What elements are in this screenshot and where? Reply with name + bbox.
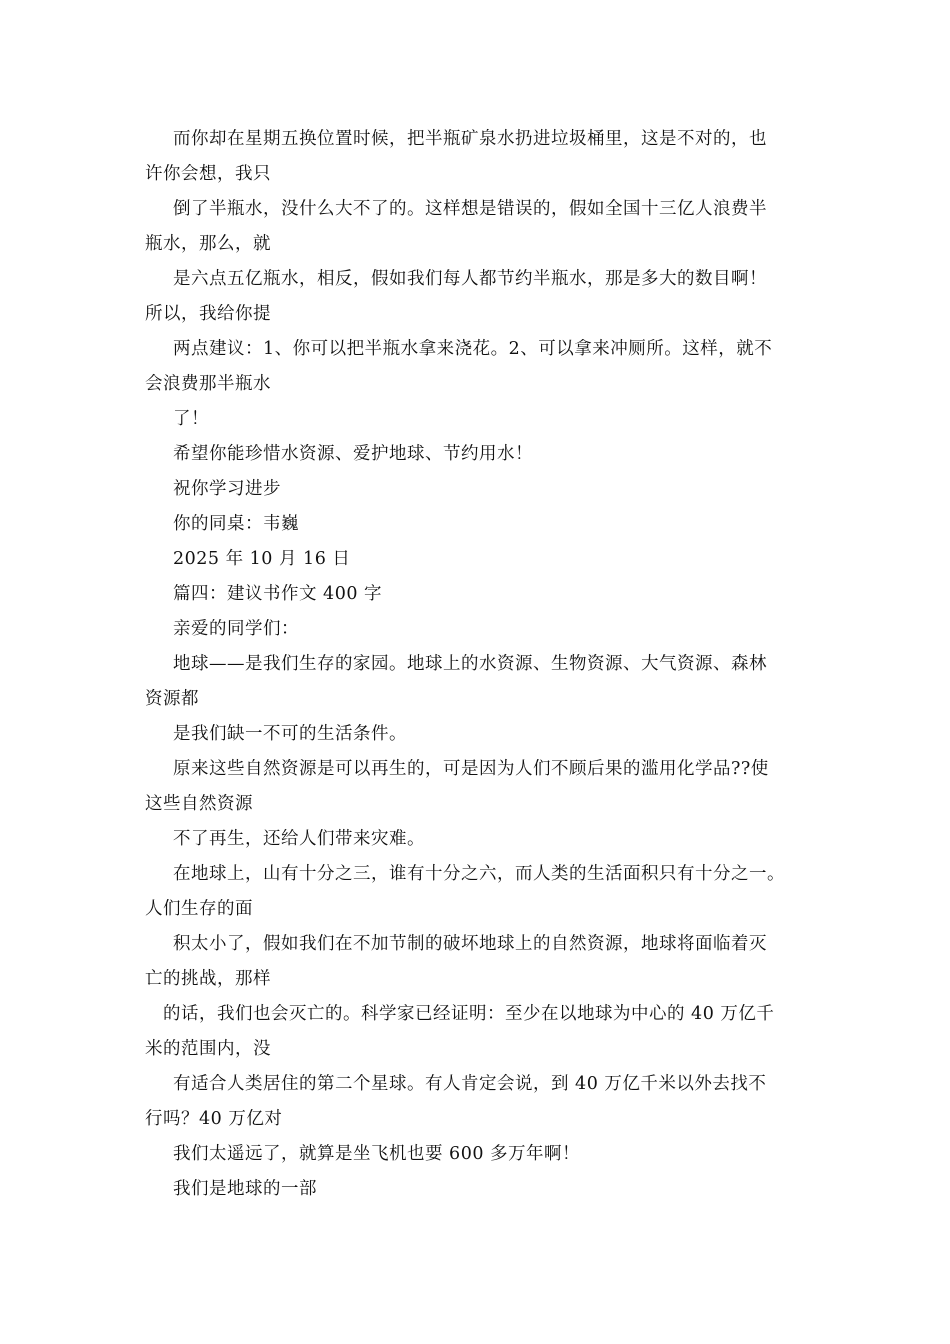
text-line: 行吗？40 万亿对 [145, 1109, 283, 1129]
document-body [145, 122, 825, 1207]
text-line: 人们生存的面 [145, 899, 253, 919]
signature-line: 你的同桌：韦巍 [173, 514, 299, 534]
text-line: 积太小了，假如我们在不加节制的破坏地球上的自然资源，地球将面临着灭 [173, 934, 767, 954]
text-line: 两点建议：1、你可以把半瓶水拿来浇花。2、可以拿来冲厕所。这样，就不 [173, 339, 773, 359]
text-line: 祝你学习进步 [173, 479, 281, 499]
text-line: 在地球上，山有十分之三，谁有十分之六，而人类的生活面积只有十分之一。 [173, 864, 785, 884]
text-line: 是六点五亿瓶水，相反，假如我们每人都节约半瓶水，那是多大的数目啊！ [173, 269, 767, 289]
date-line: 2025 年 10 月 16 日 [173, 549, 351, 569]
salutation: 亲爱的同学们： [173, 619, 299, 639]
text-line: 原来这些自然资源是可以再生的，可是因为人们不顾后果的滥用化学品??使 [173, 759, 769, 779]
section-heading: 篇四：建议书作文 400 字 [173, 584, 383, 604]
text-line: 我们是地球的一部 [173, 1179, 317, 1199]
text-line: 我们太遥远了，就算是坐飞机也要 600 多万年啊！ [173, 1144, 581, 1164]
text-line: 了！ [173, 409, 209, 429]
text-line: 不了再生，还给人们带来灾难。 [173, 829, 425, 849]
text-line: 米的范围内，没 [145, 1039, 271, 1059]
text-line: 有适合人类居住的第二个星球。有人肯定会说，到 40 万亿千米以外去找不 [173, 1074, 767, 1094]
text-line: 瓶水，那么，就 [145, 234, 271, 254]
text-line: 许你会想，我只 [145, 164, 271, 184]
text-line: 而你却在星期五换位置时候，把半瓶矿泉水扔进垃圾桶里，这是不对的，也 [173, 129, 767, 149]
text-line: 的话，我们也会灭亡的。科学家已经证明：至少在以地球为中心的 40 万亿千 [163, 1004, 775, 1024]
text-line: 这些自然资源 [145, 794, 253, 814]
text-line: 是我们缺一不可的生活条件。 [173, 724, 407, 744]
text-line: 希望你能珍惜水资源、爱护地球、节约用水！ [173, 444, 533, 464]
text-line: 资源都 [145, 689, 199, 709]
text-line: 会浪费那半瓶水 [145, 374, 271, 394]
text-line: 倒了半瓶水，没什么大不了的。这样想是错误的，假如全国十三亿人浪费半 [173, 199, 767, 219]
text-line: 地球——是我们生存的家园。地球上的水资源、生物资源、大气资源、森林 [173, 654, 767, 674]
text-line: 亡的挑战，那样 [145, 969, 271, 989]
text-line: 所以，我给你提 [145, 304, 271, 324]
